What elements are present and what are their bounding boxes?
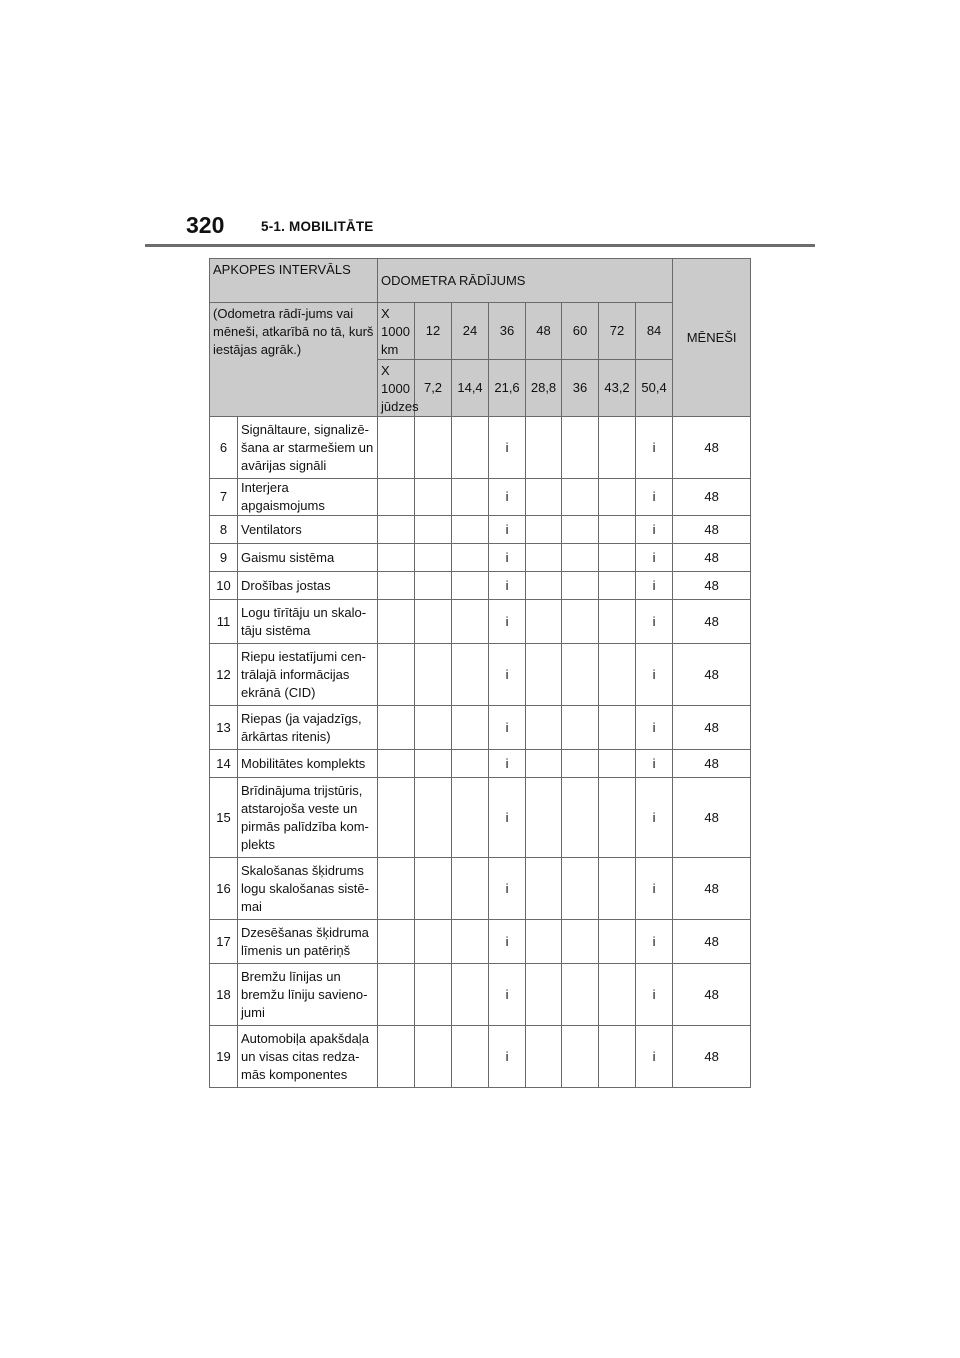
months-value: 48 — [673, 417, 751, 479]
service-mark — [526, 516, 562, 544]
service-mark — [562, 644, 599, 706]
service-mark — [562, 516, 599, 544]
service-mark — [378, 644, 415, 706]
row-number: 13 — [210, 706, 238, 750]
service-mark: i — [636, 600, 673, 644]
mile-value: 7,2 — [415, 360, 452, 417]
service-mark: i — [636, 479, 673, 516]
service-mark: i — [636, 417, 673, 479]
miles-label: X 1000 jūdzes — [378, 360, 415, 417]
service-mark — [599, 858, 636, 920]
table-row — [210, 516, 751, 544]
service-mark — [526, 920, 562, 964]
interval-note: (Odometra rādī-jums vai mēneši, atkarībā no tā, kurš iestājas agrāk.) — [210, 303, 378, 417]
service-mark — [378, 1026, 415, 1088]
section-title: 5-1. MOBILITĀTE — [261, 219, 374, 234]
row-number: 11 — [210, 600, 238, 644]
service-mark — [415, 858, 452, 920]
table-header — [210, 259, 751, 417]
item-label: Automobiļa apakšdaļa un visas citas redza-mās komponentes — [238, 1026, 378, 1088]
service-mark — [526, 479, 562, 516]
table-row — [210, 964, 751, 1026]
page-number: 320 — [186, 212, 225, 238]
service-mark — [562, 750, 599, 778]
service-mark — [599, 417, 636, 479]
service-mark: i — [489, 750, 526, 778]
service-mark — [452, 920, 489, 964]
service-mark — [599, 572, 636, 600]
service-mark — [599, 964, 636, 1026]
service-mark: i — [636, 644, 673, 706]
service-mark — [415, 778, 452, 858]
item-label: Brīdinājuma trijstūris, atstarojoša veste un pirmās palīdzība kom-plekts — [238, 778, 378, 858]
service-mark — [452, 778, 489, 858]
service-mark — [526, 572, 562, 600]
service-mark — [599, 706, 636, 750]
item-label: Riepas (ja vajadzīgs, ārkārtas ritenis) — [238, 706, 378, 750]
service-mark — [378, 964, 415, 1026]
row-number: 9 — [210, 544, 238, 572]
service-mark — [378, 417, 415, 479]
odometer-header: ODOMETRA RĀDĪJUMS — [378, 259, 673, 303]
service-mark — [415, 706, 452, 750]
service-mark: i — [489, 858, 526, 920]
months-value: 48 — [673, 706, 751, 750]
service-mark — [599, 920, 636, 964]
service-mark — [415, 964, 452, 1026]
service-mark — [378, 706, 415, 750]
maintenance-schedule-table — [209, 258, 751, 1088]
km-value: 48 — [526, 303, 562, 360]
months-value: 48 — [673, 544, 751, 572]
table-row — [210, 644, 751, 706]
service-mark: i — [636, 858, 673, 920]
service-mark — [415, 600, 452, 644]
service-mark — [415, 750, 452, 778]
item-label: Logu tīrītāju un skalo-tāju sistēma — [238, 600, 378, 644]
mile-value: 21,6 — [489, 360, 526, 417]
service-mark — [452, 644, 489, 706]
table-row — [210, 750, 751, 778]
service-mark — [562, 1026, 599, 1088]
service-mark: i — [636, 1026, 673, 1088]
months-value: 48 — [673, 600, 751, 644]
service-mark — [378, 544, 415, 572]
service-mark — [599, 1026, 636, 1088]
service-mark — [415, 544, 452, 572]
service-mark — [452, 1026, 489, 1088]
service-mark: i — [489, 516, 526, 544]
mile-value: 43,2 — [599, 360, 636, 417]
service-mark — [562, 544, 599, 572]
row-number: 7 — [210, 479, 238, 516]
service-mark — [452, 600, 489, 644]
months-value: 48 — [673, 858, 751, 920]
service-mark: i — [489, 778, 526, 858]
km-value: 84 — [636, 303, 673, 360]
service-mark — [562, 858, 599, 920]
service-mark — [378, 778, 415, 858]
km-value: 24 — [452, 303, 489, 360]
table-row — [210, 858, 751, 920]
service-mark — [415, 516, 452, 544]
service-mark — [599, 778, 636, 858]
service-mark — [562, 706, 599, 750]
table-row — [210, 544, 751, 572]
item-label: Bremžu līnijas un bremžu līniju savieno-jumi — [238, 964, 378, 1026]
service-mark — [599, 644, 636, 706]
service-mark — [378, 750, 415, 778]
table-row — [210, 600, 751, 644]
mile-value: 50,4 — [636, 360, 673, 417]
service-mark — [526, 778, 562, 858]
item-label: Riepu iestatījumi cen-trālajā informācijas ekrānā (CID) — [238, 644, 378, 706]
service-mark — [378, 858, 415, 920]
service-mark: i — [489, 544, 526, 572]
table-row — [210, 417, 751, 479]
table-row — [210, 706, 751, 750]
service-mark — [526, 964, 562, 1026]
table-row — [210, 1026, 751, 1088]
service-mark: i — [636, 572, 673, 600]
service-mark — [452, 417, 489, 479]
table-row — [210, 778, 751, 858]
service-mark — [378, 572, 415, 600]
service-mark: i — [636, 544, 673, 572]
service-mark — [415, 417, 452, 479]
mile-value: 28,8 — [526, 360, 562, 417]
service-mark: i — [636, 706, 673, 750]
service-mark — [526, 644, 562, 706]
service-mark: i — [636, 750, 673, 778]
interval-header: APKOPES INTERVĀLS — [210, 259, 378, 303]
months-value: 48 — [673, 778, 751, 858]
service-mark — [599, 479, 636, 516]
months-value: 48 — [673, 920, 751, 964]
service-mark — [452, 479, 489, 516]
row-number: 17 — [210, 920, 238, 964]
km-value: 60 — [562, 303, 599, 360]
item-label: Gaismu sistēma — [238, 544, 378, 572]
months-value: 48 — [673, 572, 751, 600]
service-mark — [562, 920, 599, 964]
service-mark — [526, 858, 562, 920]
table-row — [210, 920, 751, 964]
row-number: 15 — [210, 778, 238, 858]
service-mark: i — [489, 706, 526, 750]
service-mark — [526, 750, 562, 778]
km-label: X 1000 km — [378, 303, 415, 360]
service-mark — [452, 750, 489, 778]
km-value: 36 — [489, 303, 526, 360]
months-value: 48 — [673, 964, 751, 1026]
row-number: 12 — [210, 644, 238, 706]
service-mark: i — [489, 964, 526, 1026]
item-label: Signāltaure, signalizē-šana ar starmešiem un avārijas signāli — [238, 417, 378, 479]
service-mark — [452, 544, 489, 572]
service-mark: i — [636, 964, 673, 1026]
service-mark — [562, 417, 599, 479]
service-mark — [599, 600, 636, 644]
row-number: 14 — [210, 750, 238, 778]
item-label: Mobilitātes komplekts — [238, 750, 378, 778]
mile-value: 36 — [562, 360, 599, 417]
item-label: Ventilators — [238, 516, 378, 544]
months-value: 48 — [673, 479, 751, 516]
service-mark — [378, 600, 415, 644]
mile-value: 14,4 — [452, 360, 489, 417]
service-mark — [562, 964, 599, 1026]
service-mark: i — [636, 778, 673, 858]
service-mark — [452, 516, 489, 544]
header-rule — [145, 244, 815, 247]
service-mark — [526, 600, 562, 644]
service-mark: i — [489, 920, 526, 964]
service-mark — [526, 1026, 562, 1088]
service-mark — [415, 572, 452, 600]
km-value: 12 — [415, 303, 452, 360]
row-number: 16 — [210, 858, 238, 920]
service-mark — [415, 479, 452, 516]
service-mark — [378, 516, 415, 544]
service-mark — [378, 479, 415, 516]
item-label: Dzesēšanas šķidruma līmenis un patēriņš — [238, 920, 378, 964]
item-label: Skalošanas šķidrums logu skalošanas sistē-mai — [238, 858, 378, 920]
service-mark — [526, 706, 562, 750]
service-mark — [599, 516, 636, 544]
months-value: 48 — [673, 516, 751, 544]
table-row — [210, 479, 751, 516]
row-number: 19 — [210, 1026, 238, 1088]
months-value: 48 — [673, 644, 751, 706]
service-mark — [415, 1026, 452, 1088]
service-mark — [526, 417, 562, 479]
service-mark — [599, 544, 636, 572]
service-mark: i — [489, 417, 526, 479]
service-mark: i — [489, 1026, 526, 1088]
row-number: 18 — [210, 964, 238, 1026]
service-mark — [452, 964, 489, 1026]
service-mark — [452, 858, 489, 920]
item-label: Interjera apgaismojums — [238, 479, 378, 516]
service-mark — [415, 644, 452, 706]
service-mark — [378, 920, 415, 964]
row-number: 8 — [210, 516, 238, 544]
km-value: 72 — [599, 303, 636, 360]
service-mark: i — [489, 572, 526, 600]
service-mark — [452, 706, 489, 750]
service-mark: i — [489, 644, 526, 706]
service-mark: i — [636, 516, 673, 544]
service-mark — [452, 572, 489, 600]
service-mark — [562, 479, 599, 516]
service-mark — [415, 920, 452, 964]
service-mark: i — [489, 479, 526, 516]
service-mark — [526, 544, 562, 572]
months-value: 48 — [673, 1026, 751, 1088]
item-label: Drošības jostas — [238, 572, 378, 600]
table-row — [210, 572, 751, 600]
service-mark — [562, 600, 599, 644]
months-header: MĒNEŠI — [673, 259, 751, 417]
service-mark — [599, 750, 636, 778]
row-number: 6 — [210, 417, 238, 479]
service-mark — [562, 572, 599, 600]
service-mark — [562, 778, 599, 858]
table-body — [210, 417, 751, 1088]
row-number: 10 — [210, 572, 238, 600]
service-mark: i — [636, 920, 673, 964]
months-value: 48 — [673, 750, 751, 778]
service-mark: i — [489, 600, 526, 644]
